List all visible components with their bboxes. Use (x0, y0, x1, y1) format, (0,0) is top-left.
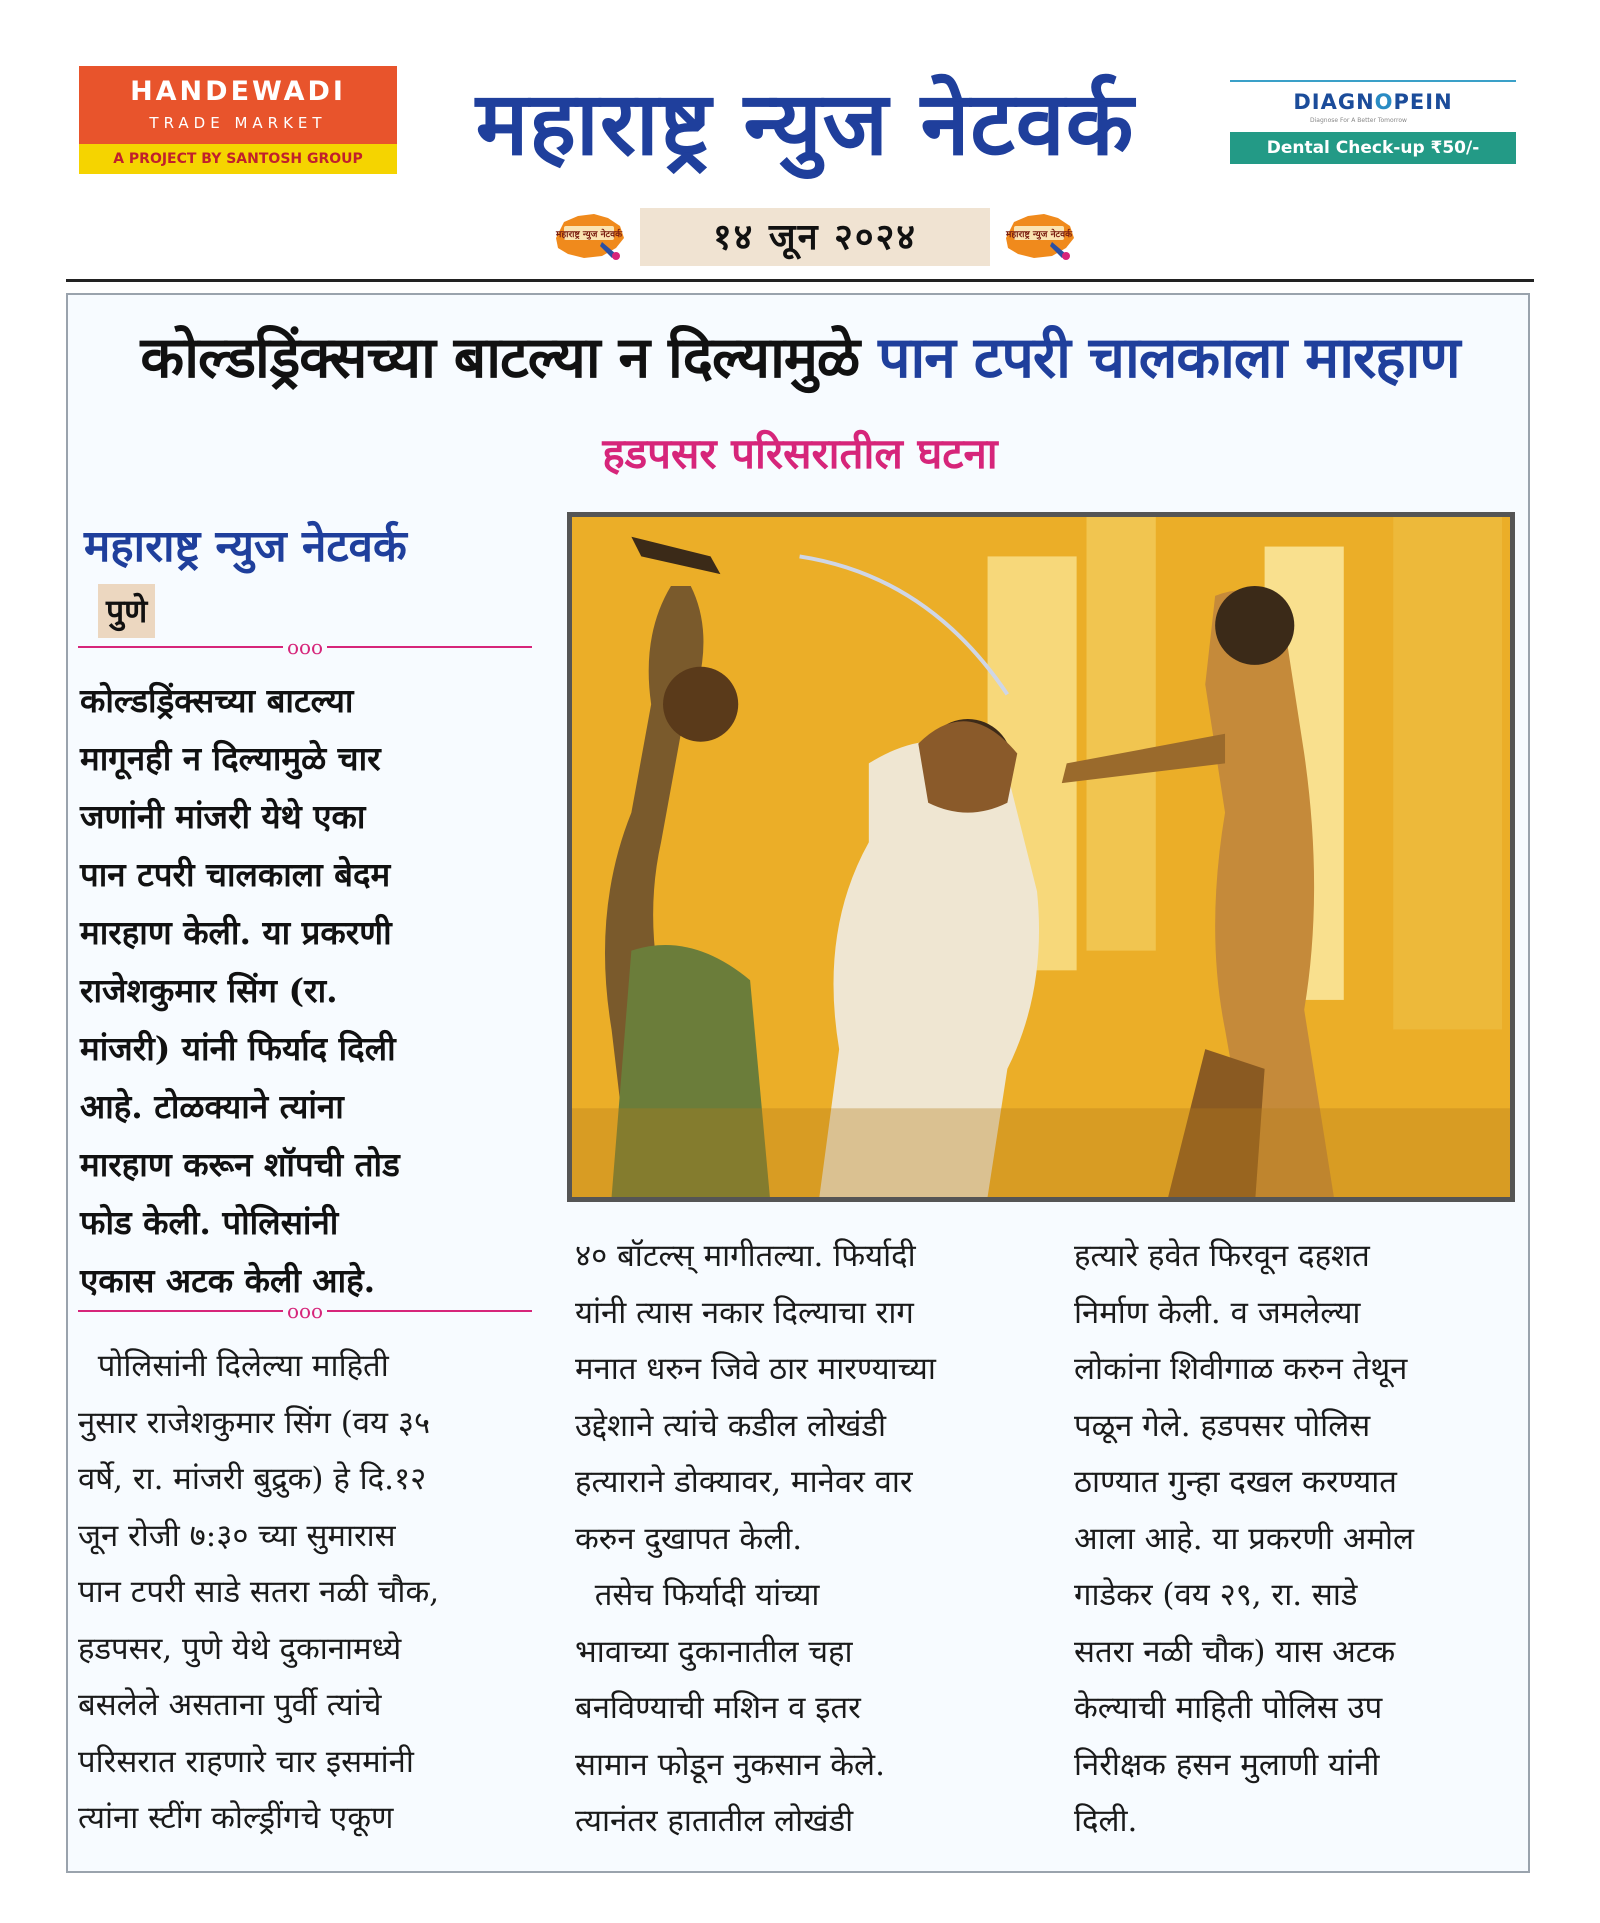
lead-line: कोल्डड्रिंक्सच्या बाटल्या (80, 681, 354, 720)
headline-part-1: कोल्डड्रिंक्सच्या बाटल्या न दिल्यामुळे (140, 325, 860, 391)
lead-line: मांजरी) यांनी फिर्याद दिली (80, 1029, 396, 1068)
body-line: ठाण्यात गुन्हा दखल करण्यात (1074, 1464, 1397, 1500)
lead-line: एकास अटक केली आहे. (80, 1261, 376, 1300)
body-line: नुसार राजेशकुमार सिंग (वय ३५ (78, 1404, 431, 1441)
headline-part-2: पान टपरी चालकाला मारहाण (878, 325, 1460, 391)
svg-text:महाराष्ट्र न्युज नेटवर्क: महाराष्ट्र न्युज नेटवर्क (1005, 230, 1073, 240)
ad-left-line1: HANDEWADI (130, 76, 346, 107)
ornament-divider: ooo (78, 1298, 532, 1324)
svg-text:महाराष्ट्र न्युज नेटवर्क: महाराष्ट्र न्युज नेटवर्क (555, 230, 623, 240)
body-line: वर्षे, रा. मांजरी बुद्रुक) हे दि.१२ (78, 1461, 427, 1497)
body-line: निर्माण केली. व जमलेल्या (1074, 1294, 1361, 1331)
subheadline: हडपसर परिसरातील घटना (602, 429, 998, 478)
body-column-1 (78, 1338, 532, 1847)
body-line: आला आहे. या प्रकरणी अमोल (1074, 1520, 1414, 1557)
issue-date: १४ जून २०२४ (640, 208, 990, 266)
body-column-3 (1074, 1228, 1528, 1850)
body-line: परिसरात राहणारे चार इसमांनी (78, 1743, 414, 1780)
lead-line: पान टपरी चालकाला बेदम (80, 855, 391, 894)
body-line: लोकांना शिवीगाळ करुन तेथून (1074, 1351, 1408, 1387)
body-line: त्यानंतर हातातील लोखंडी (575, 1803, 854, 1839)
maharashtra-map-emblem-icon (1000, 208, 1078, 264)
ad-left-line3: A PROJECT BY SANTOSH GROUP (79, 144, 397, 174)
lead-paragraph (80, 672, 532, 1310)
body-column-2 (575, 1228, 1029, 1850)
headline (66, 318, 1534, 398)
lead-line: आहे. टोळक्याने त्यांना (80, 1087, 344, 1126)
diagnopein-ad[interactable] (1230, 80, 1516, 164)
body-line: निरीक्षक हसन मुलाणी यांनी (1074, 1746, 1380, 1783)
lead-line: राजेशकुमार सिंग (रा. (80, 971, 338, 1010)
lead-line: जणांनी मांजरी येथे एका (80, 797, 366, 836)
maharashtra-map-emblem-icon (550, 208, 628, 264)
lead-line: मारहाण केली. या प्रकरणी (80, 913, 392, 952)
lead-line: मारहाण करून शॉपची तोड (80, 1145, 400, 1184)
ad-right-tagline: Diagnose For A Better Tomorrow (1310, 117, 1407, 124)
body-line: सामान फोडून नुकसान केले. (575, 1746, 885, 1783)
body-line: हत्याराने डोक्यावर, मानेवर वार (575, 1464, 913, 1500)
body-line: गाडेकर (वय २९, रा. साडे (1074, 1577, 1358, 1613)
ornament-divider: ooo (78, 634, 532, 660)
ad-right-brand: DIAGNOPEIN (1293, 90, 1453, 114)
body-line: बसलेले असताना पुर्वी त्यांचे (78, 1687, 382, 1723)
ad-left-line2: TRADE MARKET (149, 114, 327, 132)
body-line: हत्यारे हवेत फिरवून दहशत (1074, 1238, 1370, 1274)
body-line: तसेच फिर्यादी यांच्या (575, 1577, 820, 1613)
handewadi-ad[interactable] (79, 66, 397, 174)
lead-line: फोड केली. पोलिसांनी (80, 1203, 339, 1242)
body-line: ४० बॉटल्स् मागीतल्या. फिर्यादी (575, 1238, 916, 1274)
ad-right-offer: Dental Check-up ₹50/- (1230, 132, 1516, 164)
body-line: भावाच्या दुकानातील चहा (575, 1633, 853, 1670)
body-line: मनात धरुन जिवे ठार मारण्याच्या (575, 1351, 936, 1387)
byline: महाराष्ट्र न्युज नेटवर्क (84, 521, 407, 572)
body-line: उद्देशाने त्यांचे कडील लोखंडी (575, 1407, 887, 1444)
body-line: जून रोजी ७:३० च्या सुमारास (78, 1517, 396, 1554)
lead-line: मागूनही न दिल्यामुळे चार (80, 739, 381, 778)
dateline-city: पुणे (98, 584, 155, 638)
body-line: यांनी त्यास नकार दिल्याचा राग (575, 1294, 914, 1331)
body-line: पळून गेले. हडपसर पोलिस (1074, 1407, 1371, 1444)
body-line: दिली. (1074, 1803, 1138, 1839)
masthead-title: महाराष्ट्र न्युज नेटवर्क (475, 72, 1135, 175)
body-line: करुन दुखापत केली. (575, 1520, 803, 1557)
body-line: पान टपरी साडे सतरा नळी चौक, (78, 1574, 440, 1610)
body-line: हडपसर, पुणे येथे दुकानामध्ये (78, 1630, 402, 1667)
masthead-rule (66, 279, 1534, 282)
body-line: केल्याची माहिती पोलिस उप (1074, 1690, 1383, 1726)
body-line: बनविण्याची मशिन व इतर (575, 1690, 861, 1726)
body-line: सतरा नळी चौक) यास अटक (1074, 1633, 1396, 1670)
ad-right-rule (1230, 80, 1516, 82)
body-line: त्यांना स्टींग कोल्ड्रींगचे एकूण (78, 1800, 394, 1836)
body-line: पोलिसांनी दिलेल्या माहिती (78, 1348, 389, 1384)
assault-illustration (567, 512, 1515, 1202)
